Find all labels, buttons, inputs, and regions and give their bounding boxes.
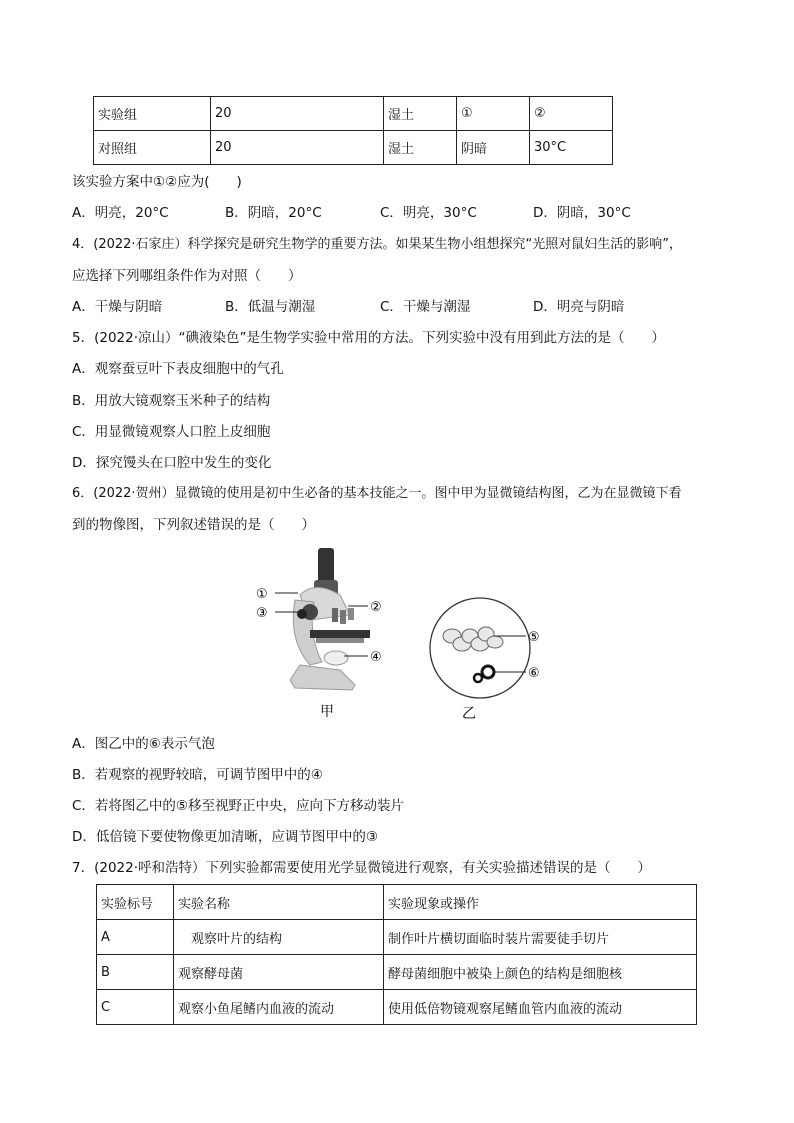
label-1: ① xyxy=(256,587,268,602)
question-4-stem-cont: 应选择下列哪组条件作为对照（ ） xyxy=(72,268,302,284)
microscope-figure xyxy=(240,540,560,725)
caption-jia: 甲 xyxy=(320,704,334,720)
table-cell: 使用低倍物镜观察尾鳍血管内血液的流动 xyxy=(384,990,697,1025)
option-d: D．低倍镜下要使物像更加清晰，应调节图甲中的③ xyxy=(72,829,378,845)
table-cell: 阴暗 xyxy=(457,131,530,165)
option-b: B．阴暗，20°C xyxy=(225,205,322,221)
table-row xyxy=(97,990,697,1025)
question-6-stem: 6．(2022·贺州）显微镜的使用是初中生必备的基本技能之一。图中甲为显微镜结构图，乙为在显微镜下看 xyxy=(72,486,682,501)
option-a: A．明亮，20°C xyxy=(72,205,169,221)
option-c: C．明亮，30°C xyxy=(380,205,477,221)
option-a: A．图乙中的⑥表示气泡 xyxy=(72,736,215,752)
label-5: ⑤ xyxy=(528,630,540,645)
table-row xyxy=(97,920,697,955)
table-cell: 观察酵母菌 xyxy=(174,955,384,990)
table-cell: 30°C xyxy=(530,131,613,165)
label-2: ② xyxy=(370,600,382,615)
table-cell: B xyxy=(97,955,174,990)
option-d: D．明亮与阴暗 xyxy=(533,299,625,315)
table-cell: ① xyxy=(457,97,530,131)
table-cell: C xyxy=(97,990,174,1025)
label-3: ③ xyxy=(256,606,268,621)
option-c: C．用显微镜观察人口腔上皮细胞 xyxy=(72,424,271,440)
table-cell: 湿土 xyxy=(384,97,457,131)
table-cell: 观察叶片的结构 xyxy=(174,920,384,955)
microscope-illustration xyxy=(290,548,370,690)
column-header: 实验现象或操作 xyxy=(384,885,697,920)
experiment-table-q7 xyxy=(96,884,697,1025)
table-row xyxy=(94,131,613,165)
question-5-stem: 5．(2022·凉山）“碘液染色”是生物学实验中常用的方法。下列实验中没有用到此方法的是（ ） xyxy=(72,330,665,346)
column-header: 实验标号 xyxy=(97,885,174,920)
option-a: A．观察蚕豆叶下表皮细胞中的气孔 xyxy=(72,361,284,377)
table-cell: 对照组 xyxy=(94,131,211,165)
table-header-row xyxy=(97,885,697,920)
table-cell: 实验组 xyxy=(94,97,211,131)
table-row xyxy=(97,955,697,990)
caption-yi: 乙 xyxy=(462,706,476,722)
table-cell: 20 xyxy=(211,131,384,165)
option-c: C．若将图乙中的⑤移至视野正中央，应向下方移动装片 xyxy=(72,798,405,814)
table-cell: A xyxy=(97,920,174,955)
question-7-stem: 7．(2022·呼和浩特）下列实验都需要使用光学显微镜进行观察，有关实验描述错误的是（ ） xyxy=(72,860,652,876)
table-cell: 酵母菌细胞中被染上颜色的结构是细胞核 xyxy=(384,955,697,990)
question-6-stem-cont: 到的物像图，下列叙述错误的是（ ） xyxy=(72,517,315,533)
field-of-view xyxy=(430,598,530,698)
option-b: B．用放大镜观察玉米种子的结构 xyxy=(72,393,271,409)
table-row xyxy=(94,97,613,131)
option-b: B．低温与潮湿 xyxy=(225,299,316,315)
option-b: B．若观察的视野较暗，可调节图甲中的④ xyxy=(72,767,323,783)
question-stem: 该实验方案中①②应为( ) xyxy=(72,174,242,190)
column-header: 实验名称 xyxy=(174,885,384,920)
label-4: ④ xyxy=(370,650,382,665)
option-d: D．阴暗，30°C xyxy=(533,205,631,221)
option-d: D．探究馒头在口腔中发生的变化 xyxy=(72,455,272,471)
table-cell: ② xyxy=(530,97,613,131)
experiment-table xyxy=(93,96,613,165)
table-cell: 20 xyxy=(211,97,384,131)
table-cell: 湿土 xyxy=(384,131,457,165)
table-cell: 观察小鱼尾鳍内血液的流动 xyxy=(174,990,384,1025)
question-4-stem: 4．(2022·石家庄）科学探究是研究生物学的重要方法。如果某生物小组想探究“光照对鼠妇生活的影响”， xyxy=(72,237,683,252)
option-c: C．干燥与潮湿 xyxy=(380,299,471,315)
label-6: ⑥ xyxy=(528,666,540,681)
table-cell: 制作叶片横切面临时装片需要徒手切片 xyxy=(384,920,697,955)
option-a: A．干燥与阴暗 xyxy=(72,299,163,315)
